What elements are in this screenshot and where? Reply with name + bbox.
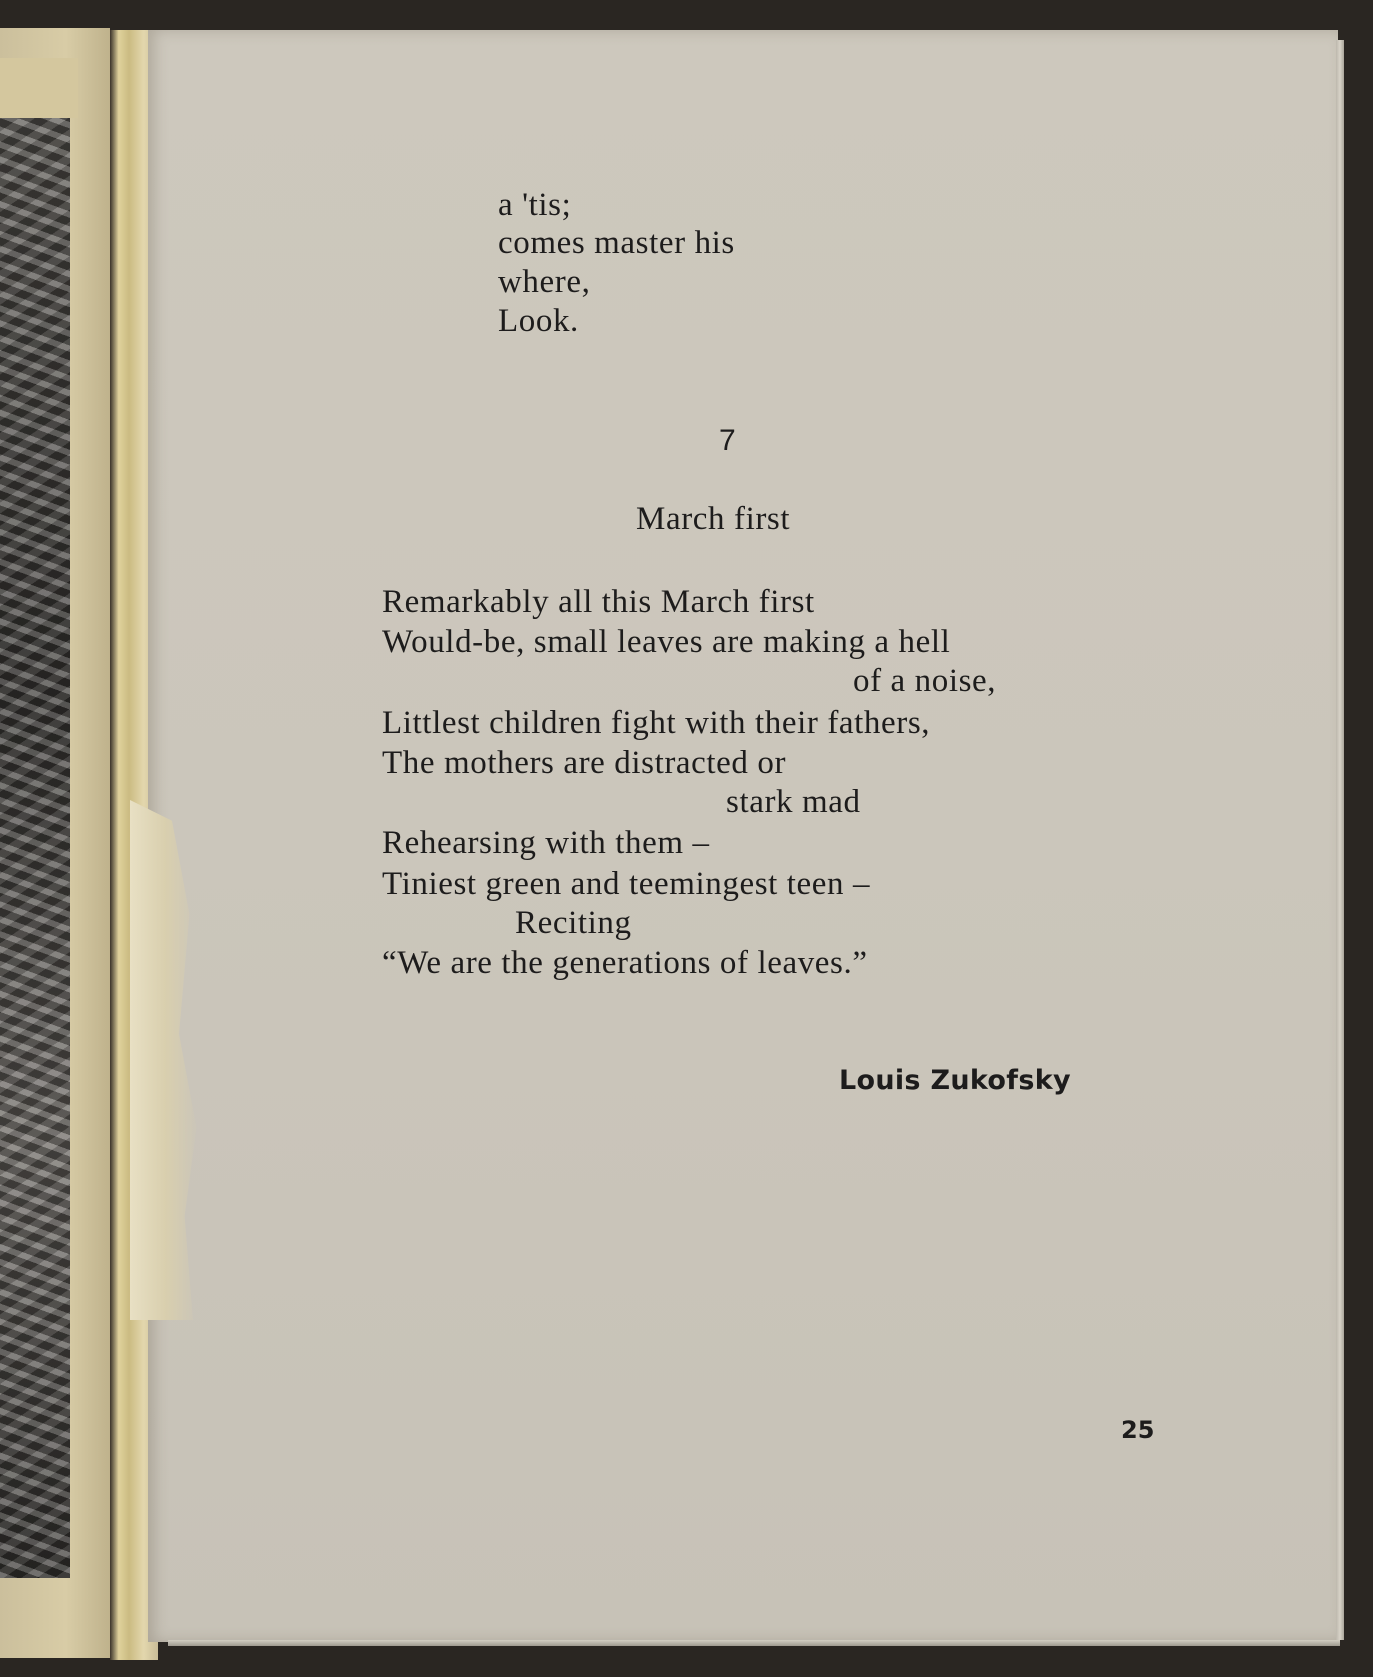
- poem-line: Remarkably all this March first: [382, 584, 815, 620]
- page-number: 25: [1121, 1416, 1155, 1444]
- poem-line: stark mad: [726, 784, 861, 820]
- poem-line: “We are the generations of leaves.”: [382, 945, 868, 981]
- section-number: 7: [719, 424, 736, 457]
- poem-line: Would-be, small leaves are making a hell: [382, 624, 951, 660]
- book-page: [148, 30, 1338, 1642]
- facing-page-photo: [0, 118, 70, 1578]
- fragment-line: where,: [498, 264, 591, 300]
- facing-page-margin: [0, 58, 78, 118]
- poem-title: March first: [636, 501, 791, 537]
- page-edge-right: [1336, 40, 1344, 1640]
- poem-line: Rehearsing with them –: [382, 825, 710, 861]
- fragment-line: a 'tis;: [498, 187, 572, 223]
- fragment-line: comes master his: [498, 225, 735, 261]
- fragment-line: Look.: [498, 303, 579, 339]
- poem-line: Tiniest green and teemingest teen –: [382, 866, 871, 902]
- poem-line: The mothers are distracted or: [382, 745, 787, 781]
- page-edge-bottom: [168, 1640, 1340, 1646]
- author-name: Louis Zukofsky: [839, 1065, 1071, 1096]
- poem-line: Reciting: [515, 905, 632, 941]
- poem-line: Littlest children fight with their fathers,: [382, 705, 931, 741]
- poem-line: of a noise,: [853, 663, 997, 699]
